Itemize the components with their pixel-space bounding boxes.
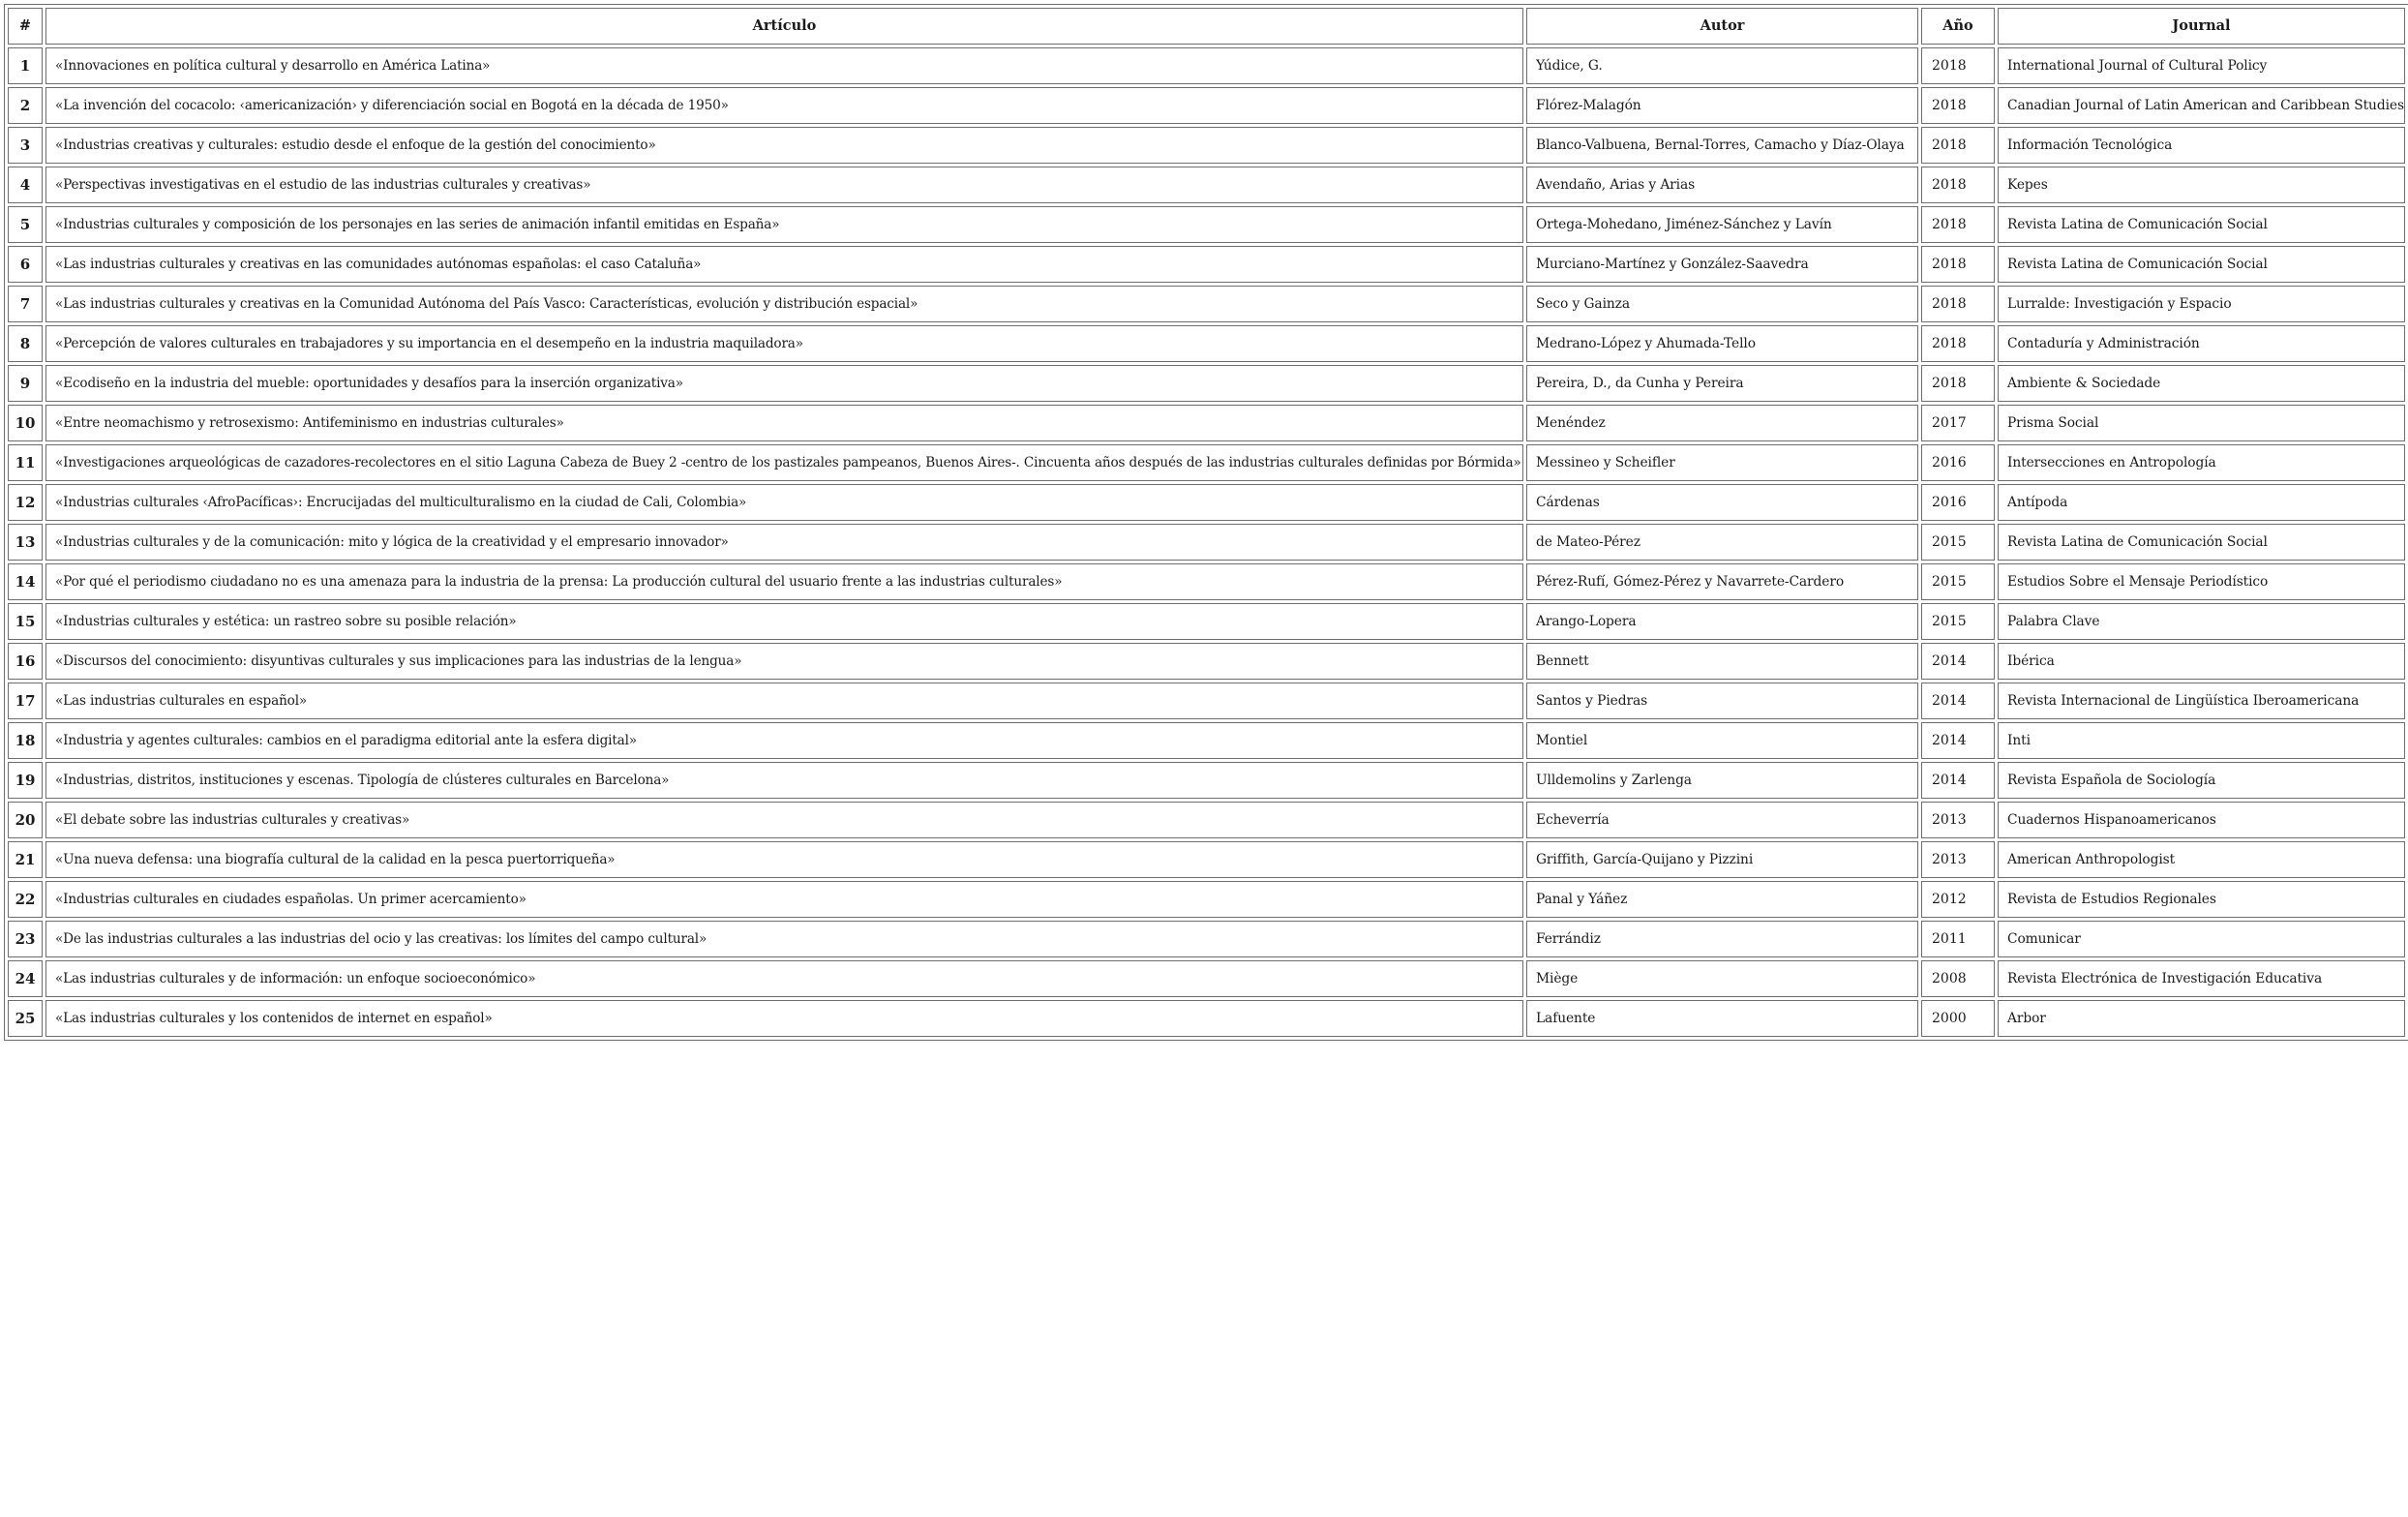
table-row <box>8 127 2405 164</box>
cell-number: 3 <box>8 127 43 164</box>
cell-articulo: «Industrias culturales en ciudades españolas. Un primer acercamiento» <box>45 881 1523 918</box>
table-row <box>8 841 2405 878</box>
table-row <box>8 563 2405 600</box>
cell-articulo: «Industrias culturales y composición de los personajes en las series de animación infantil emitidas en España» <box>45 206 1523 243</box>
cell-articulo: «Las industrias culturales y de información: un enfoque socioeconómico» <box>45 960 1523 997</box>
cell-anio: 2018 <box>1921 167 1995 203</box>
cell-number: 4 <box>8 167 43 203</box>
cell-articulo: «Perspectivas investigativas en el estudio de las industrias culturales y creativas» <box>45 167 1523 203</box>
cell-articulo: «Ecodiseño en la industria del mueble: oportunidades y desafíos para la inserción organizativa» <box>45 365 1523 402</box>
cell-journal: Revista de Estudios Regionales <box>1998 881 2405 918</box>
cell-autor: Flórez-Malagón <box>1526 87 1918 124</box>
cell-number: 22 <box>8 881 43 918</box>
cell-number: 14 <box>8 563 43 600</box>
header-journal: Journal <box>1998 8 2405 45</box>
cell-journal: Intersecciones en Antropología <box>1998 444 2405 481</box>
cell-anio: 2013 <box>1921 841 1995 878</box>
cell-autor: Montiel <box>1526 722 1918 759</box>
cell-articulo: «Una nueva defensa: una biografía cultural de la calidad en la pesca puertorriqueña» <box>45 841 1523 878</box>
cell-journal: Ambiente & Sociedade <box>1998 365 2405 402</box>
cell-journal: Inti <box>1998 722 2405 759</box>
cell-number: 8 <box>8 325 43 362</box>
table-row <box>8 1000 2405 1037</box>
cell-anio: 2018 <box>1921 286 1995 322</box>
cell-articulo: «Las industrias culturales y los contenidos de internet en español» <box>45 1000 1523 1037</box>
cell-number: 23 <box>8 921 43 957</box>
cell-anio: 2018 <box>1921 206 1995 243</box>
cell-autor: Medrano-López y Ahumada-Tello <box>1526 325 1918 362</box>
table-row <box>8 524 2405 561</box>
header-number: # <box>8 8 43 45</box>
cell-anio: 2016 <box>1921 444 1995 481</box>
cell-number: 21 <box>8 841 43 878</box>
cell-journal: Cuadernos Hispanoamericanos <box>1998 802 2405 838</box>
cell-articulo: «Investigaciones arqueológicas de cazadores-recolectores en el sitio Laguna Cabeza de Buey 2 -centro de los pastizales pampeanos, Buenos Aires-. Cincuenta años después de las industrias culturales definidas por Bórmida» <box>45 444 1523 481</box>
cell-number: 20 <box>8 802 43 838</box>
cell-journal: Palabra Clave <box>1998 603 2405 640</box>
cell-journal: Contaduría y Administración <box>1998 325 2405 362</box>
cell-autor: de Mateo-Pérez <box>1526 524 1918 561</box>
table-row <box>8 47 2405 84</box>
cell-articulo: «Industrias culturales y estética: un rastreo sobre su posible relación» <box>45 603 1523 640</box>
table-row <box>8 881 2405 918</box>
cell-journal: Revista Latina de Comunicación Social <box>1998 206 2405 243</box>
cell-number: 10 <box>8 405 43 441</box>
cell-anio: 2014 <box>1921 643 1995 680</box>
cell-number: 15 <box>8 603 43 640</box>
cell-autor: Arango-Lopera <box>1526 603 1918 640</box>
table-row <box>8 365 2405 402</box>
cell-anio: 2012 <box>1921 881 1995 918</box>
table-row <box>8 603 2405 640</box>
cell-journal: Canadian Journal of Latin American and Caribbean Studies <box>1998 87 2405 124</box>
table-row <box>8 960 2405 997</box>
cell-articulo: «Las industrias culturales en español» <box>45 683 1523 719</box>
cell-number: 7 <box>8 286 43 322</box>
cell-journal: Arbor <box>1998 1000 2405 1037</box>
cell-autor: Seco y Gainza <box>1526 286 1918 322</box>
cell-autor: Griffith, García-Quijano y Pizzini <box>1526 841 1918 878</box>
cell-autor: Bennett <box>1526 643 1918 680</box>
cell-journal: Ibérica <box>1998 643 2405 680</box>
cell-number: 5 <box>8 206 43 243</box>
cell-anio: 2015 <box>1921 524 1995 561</box>
cell-autor: Murciano-Martínez y González-Saavedra <box>1526 246 1918 283</box>
cell-journal: Revista Latina de Comunicación Social <box>1998 246 2405 283</box>
cell-autor: Ulldemolins y Zarlenga <box>1526 762 1918 799</box>
cell-anio: 2013 <box>1921 802 1995 838</box>
cell-journal: Revista Española de Sociología <box>1998 762 2405 799</box>
cell-articulo: «Innovaciones en política cultural y desarrollo en América Latina» <box>45 47 1523 84</box>
header-articulo: Artículo <box>45 8 1523 45</box>
cell-anio: 2018 <box>1921 325 1995 362</box>
table-row <box>8 484 2405 521</box>
cell-journal: American Anthropologist <box>1998 841 2405 878</box>
cell-anio: 2016 <box>1921 484 1995 521</box>
cell-anio: 2018 <box>1921 47 1995 84</box>
cell-anio: 2000 <box>1921 1000 1995 1037</box>
cell-anio: 2011 <box>1921 921 1995 957</box>
cell-autor: Yúdice, G. <box>1526 47 1918 84</box>
cell-autor: Miège <box>1526 960 1918 997</box>
cell-journal: Antípoda <box>1998 484 2405 521</box>
cell-articulo: «Industria y agentes culturales: cambios en el paradigma editorial ante la esfera digital» <box>45 722 1523 759</box>
cell-number: 11 <box>8 444 43 481</box>
table-row <box>8 762 2405 799</box>
cell-journal: Revista Latina de Comunicación Social <box>1998 524 2405 561</box>
cell-number: 16 <box>8 643 43 680</box>
cell-articulo: «Industrias creativas y culturales: estudio desde el enfoque de la gestión del conocimiento» <box>45 127 1523 164</box>
cell-anio: 2018 <box>1921 127 1995 164</box>
cell-autor: Menéndez <box>1526 405 1918 441</box>
cell-anio: 2018 <box>1921 365 1995 402</box>
cell-articulo: «De las industrias culturales a las industrias del ocio y las creativas: los límites del campo cultural» <box>45 921 1523 957</box>
cell-journal: Kepes <box>1998 167 2405 203</box>
cell-autor: Avendaño, Arias y Arias <box>1526 167 1918 203</box>
cell-articulo: «Las industrias culturales y creativas en la Comunidad Autónoma del País Vasco: Características, evolución y distribución espacial» <box>45 286 1523 322</box>
cell-journal: Prisma Social <box>1998 405 2405 441</box>
cell-anio: 2018 <box>1921 87 1995 124</box>
table-row <box>8 683 2405 719</box>
table-row <box>8 802 2405 838</box>
cell-journal: Revista Internacional de Lingüística Iberoamericana <box>1998 683 2405 719</box>
table-header-row <box>8 8 2405 45</box>
cell-journal: Comunicar <box>1998 921 2405 957</box>
cell-number: 18 <box>8 722 43 759</box>
cell-number: 24 <box>8 960 43 997</box>
table-row <box>8 444 2405 481</box>
cell-articulo: «Industrias, distritos, instituciones y escenas. Tipología de clústeres culturales en Barcelona» <box>45 762 1523 799</box>
cell-number: 12 <box>8 484 43 521</box>
cell-number: 1 <box>8 47 43 84</box>
cell-autor: Panal y Yáñez <box>1526 881 1918 918</box>
cell-autor: Ferrándiz <box>1526 921 1918 957</box>
cell-autor: Pereira, D., da Cunha y Pereira <box>1526 365 1918 402</box>
cell-anio: 2014 <box>1921 722 1995 759</box>
cell-autor: Echeverría <box>1526 802 1918 838</box>
cell-anio: 2014 <box>1921 762 1995 799</box>
table-row <box>8 167 2405 203</box>
cell-anio: 2018 <box>1921 246 1995 283</box>
cell-articulo: «Las industrias culturales y creativas en las comunidades autónomas españolas: el caso Cataluña» <box>45 246 1523 283</box>
header-anio: Año <box>1921 8 1995 45</box>
cell-number: 9 <box>8 365 43 402</box>
cell-articulo: «Por qué el periodismo ciudadano no es una amenaza para la industria de la prensa: La producción cultural del usuario frente a las industrias culturales» <box>45 563 1523 600</box>
cell-number: 17 <box>8 683 43 719</box>
cell-autor: Pérez-Rufí, Gómez-Pérez y Navarrete-Cardero <box>1526 563 1918 600</box>
cell-autor: Ortega-Mohedano, Jiménez-Sánchez y Lavín <box>1526 206 1918 243</box>
table-row <box>8 325 2405 362</box>
cell-autor: Santos y Piedras <box>1526 683 1918 719</box>
cell-number: 6 <box>8 246 43 283</box>
cell-journal: Revista Electrónica de Investigación Educativa <box>1998 960 2405 997</box>
cell-number: 13 <box>8 524 43 561</box>
cell-journal: Información Tecnológica <box>1998 127 2405 164</box>
cell-number: 19 <box>8 762 43 799</box>
table-body <box>8 47 2405 1037</box>
cell-articulo: «Industrias culturales y de la comunicación: mito y lógica de la creatividad y el empresario innovador» <box>45 524 1523 561</box>
cell-anio: 2014 <box>1921 683 1995 719</box>
table-row <box>8 921 2405 957</box>
cell-anio: 2017 <box>1921 405 1995 441</box>
cell-autor: Blanco-Valbuena, Bernal-Torres, Camacho y Díaz-Olaya <box>1526 127 1918 164</box>
references-table-container <box>4 4 2408 1041</box>
table-row <box>8 246 2405 283</box>
cell-journal: Estudios Sobre el Mensaje Periodístico <box>1998 563 2405 600</box>
table-row <box>8 643 2405 680</box>
cell-autor: Messineo y Scheifler <box>1526 444 1918 481</box>
cell-journal: Lurralde: Investigación y Espacio <box>1998 286 2405 322</box>
cell-anio: 2008 <box>1921 960 1995 997</box>
cell-articulo: «Entre neomachismo y retrosexismo: Antifeminismo en industrias culturales» <box>45 405 1523 441</box>
table-row <box>8 722 2405 759</box>
table-row <box>8 405 2405 441</box>
cell-number: 2 <box>8 87 43 124</box>
cell-number: 25 <box>8 1000 43 1037</box>
header-autor: Autor <box>1526 8 1918 45</box>
cell-articulo: «Discursos del conocimiento: disyuntivas culturales y sus implicaciones para las industrias de la lengua» <box>45 643 1523 680</box>
cell-articulo: «Industrias culturales ‹AfroPacíficas›: Encrucijadas del multiculturalismo en la ciudad de Cali, Colombia» <box>45 484 1523 521</box>
cell-anio: 2015 <box>1921 603 1995 640</box>
table-row <box>8 206 2405 243</box>
cell-anio: 2015 <box>1921 563 1995 600</box>
cell-autor: Cárdenas <box>1526 484 1918 521</box>
references-table <box>4 4 2408 1041</box>
table-row <box>8 87 2405 124</box>
cell-articulo: «El debate sobre las industrias culturales y creativas» <box>45 802 1523 838</box>
cell-articulo: «Percepción de valores culturales en trabajadores y su importancia en el desempeño en la industria maquiladora» <box>45 325 1523 362</box>
cell-articulo: «La invención del cocacolo: ‹americanización› y diferenciación social en Bogotá en la década de 1950» <box>45 87 1523 124</box>
cell-autor: Lafuente <box>1526 1000 1918 1037</box>
table-row <box>8 286 2405 322</box>
cell-journal: International Journal of Cultural Policy <box>1998 47 2405 84</box>
